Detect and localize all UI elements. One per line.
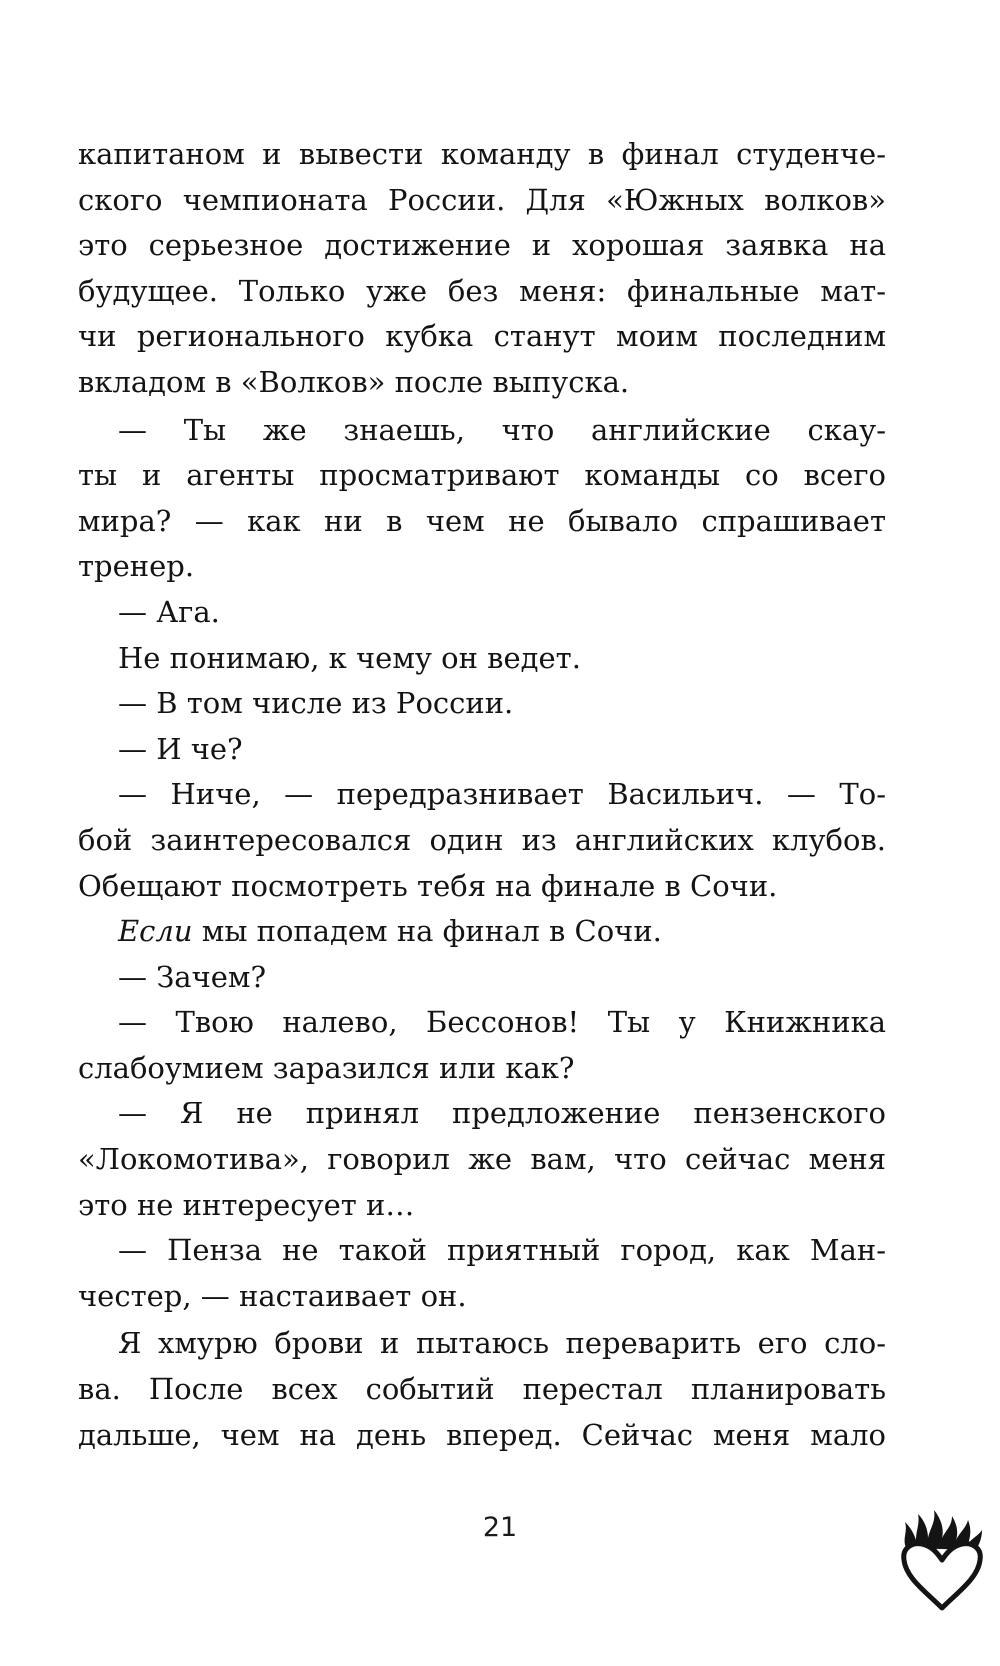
flaming-heart-icon [896, 1504, 988, 1614]
text-line: ты и агенты просматривают команды со всего [78, 458, 886, 493]
text-line: ва. После всех событий перестал планировать [78, 1372, 886, 1407]
text-line: ского чемпионата России. Для «Южных волков» [78, 182, 886, 217]
text-line: «Локомотива», говорил же вам, что сейчас меня [78, 1142, 886, 1177]
text-line: — Ага. [118, 594, 220, 629]
text-line [78, 909, 886, 955]
text-line: будущее. Только уже без меня: финальные мат- [78, 273, 886, 308]
text-line: слабоумием заразился или как? [78, 1050, 575, 1085]
text-line: — Зачем? [118, 959, 267, 994]
body-text [78, 132, 886, 1458]
text-line: мира? — как ни в чем не бывало спрашивает [78, 503, 886, 538]
text-line: это серьезное достижение и хорошая заявка на [78, 228, 886, 263]
text-line: честер, — настаивает он. [78, 1278, 467, 1313]
text-line: — Пенза не такой приятный город, как Ман- [118, 1233, 886, 1268]
text-line-rest: мы попадем на финал в Сочи. [201, 914, 662, 949]
text-line: дальше, чем на день вперед. Сейчас меня мало [78, 1417, 886, 1452]
text-line: капитаном и вывести команду в финал студенче- [78, 137, 886, 171]
text-line: тренер. [78, 549, 195, 584]
page-number: 21 [482, 1512, 518, 1543]
text-line: — Твою налево, Бессонов! Ты у Книжника [118, 1005, 886, 1040]
text-line: чи регионального кубка станут моим последним [78, 319, 886, 354]
text-line: Я хмурю брови и пытаюсь переварить его сло- [118, 1326, 886, 1361]
text-line: бой заинтересовался один из английских клубов. [78, 822, 886, 857]
text-line: — И че? [118, 731, 243, 766]
text-line: — Я не принял предложение пензенского [118, 1096, 886, 1131]
text-line: Обещают посмотреть тебя на финале в Сочи. [78, 868, 778, 903]
text-line: Не понимаю, к чему он ведет. [118, 640, 581, 675]
text-line: — Ты же знаешь, что английские скау- [118, 412, 886, 447]
text-line: это не интересует и… [78, 1187, 415, 1222]
text-line: — Ниче, — передразнивает Васильич. — То- [118, 777, 886, 812]
italic-word: Если [118, 914, 193, 949]
text-line: вкладом в «Волков» после выпуска. [78, 364, 630, 399]
text-line: — В том числе из России. [118, 686, 514, 721]
